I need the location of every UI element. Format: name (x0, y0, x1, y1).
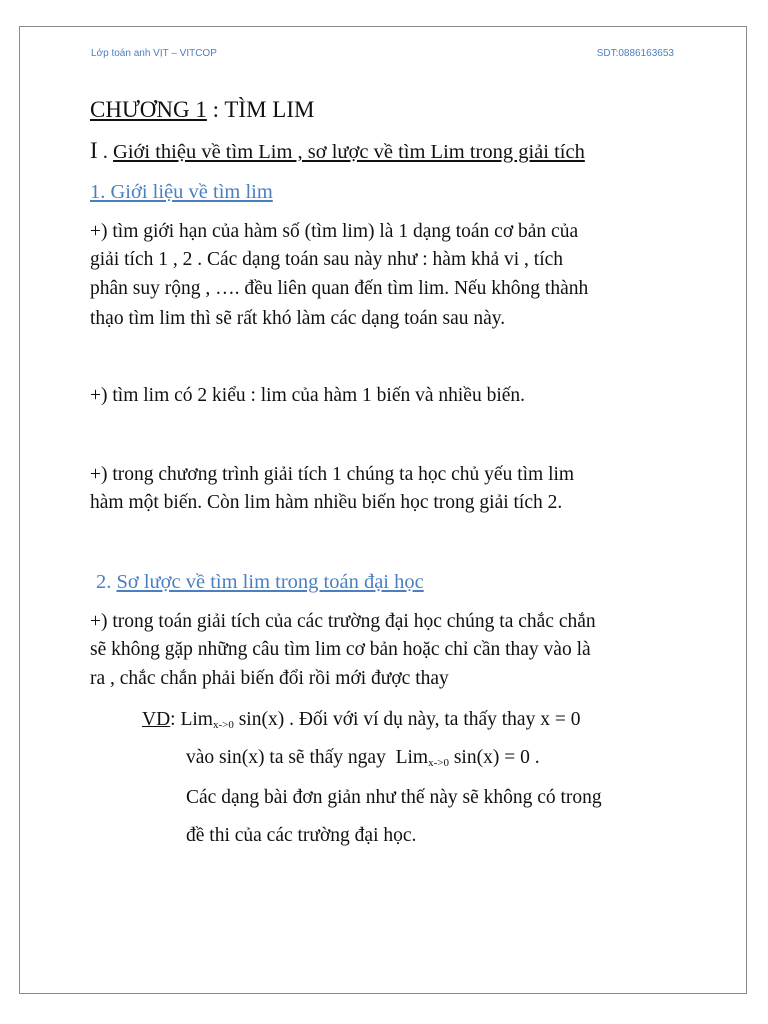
subsection-2-heading (96, 570, 424, 594)
paragraph-line: +) tìm giới hạn của hàm số (tìm lim) là 1 dạng toán cơ bản của (90, 221, 579, 242)
example-label: VD (142, 709, 171, 730)
paragraph-line: +) tìm lim có 2 kiểu : lim của hàm 1 biến và nhiều biến. (90, 385, 526, 406)
subsection-2-number: 2. (96, 571, 117, 593)
limit-subscript: x->0 (212, 719, 234, 731)
paragraph-line: +) trong toán giải tích của các trường đại học chúng ta chắc chắn (90, 611, 596, 632)
section-title: Giới thiệu về tìm Lim , sơ lược về tìm Lim trong giải tích (113, 141, 585, 163)
paragraph-line: giải tích 1 , 2 . Các dạng toán sau này như : hàm khả vi , tích (90, 249, 564, 270)
example-colon: : (170, 709, 181, 730)
example-line-4: đề thi của các trường đại học. (186, 825, 417, 846)
section-heading (90, 139, 585, 164)
example-line-2 (186, 746, 540, 770)
example-line-2-text: vào sin(x) ta sẽ thấy ngay (186, 747, 396, 768)
limit-symbol: Lim (180, 709, 213, 730)
paragraph-line: hàm một biến. Còn lim hàm nhiều biến học trong giải tích 2. (90, 492, 563, 513)
chapter-label: CHƯƠNG 1 (90, 97, 207, 122)
limit-subscript: x->0 (428, 757, 449, 769)
example-line-3: Các dạng bài đơn giản như thế này sẽ không có trong (186, 787, 602, 808)
header-right-text: SDT:0886163653 (596, 48, 674, 59)
header-left-text: Lớp toán anh VỊT – VITCOP (91, 48, 217, 59)
paragraph-line: ra , chắc chắn phải biến đổi rồi mới được thay (90, 668, 449, 689)
paragraph-line: +) trong chương trình giải tích 1 chúng ta học chủ yếu tìm lim (90, 464, 575, 485)
chapter-title: TÌM LIM (224, 97, 315, 122)
section-separator: . (97, 141, 114, 163)
subsection-1-heading (90, 180, 273, 204)
limit-symbol: Lim (395, 747, 429, 768)
paragraph-line: sẽ không gặp những câu tìm lim cơ bản hoặc chỉ cần thay vào là (90, 639, 591, 660)
paragraph-line: thạo tìm lim thì sẽ rất khó làm các dạng toán sau này. (90, 308, 506, 329)
example-line-1-text: sin(x) . Đối với ví dụ này, ta thấy thay x = 0 (233, 709, 581, 730)
example-line-1 (142, 708, 580, 732)
section-roman: I (90, 138, 98, 163)
chapter-heading (90, 96, 314, 124)
subsection-2-title: Sơ lược về tìm lim trong toán đại học (116, 571, 424, 593)
chapter-separator: : (206, 97, 225, 122)
example-line-2-result: sin(x) = 0 . (448, 747, 540, 768)
paragraph-line: phân suy rộng , …. đều liên quan đến tìm lim. Nếu không thành (90, 278, 589, 299)
subsection-1-title: 1. Giới liệu về tìm lim (90, 181, 273, 203)
